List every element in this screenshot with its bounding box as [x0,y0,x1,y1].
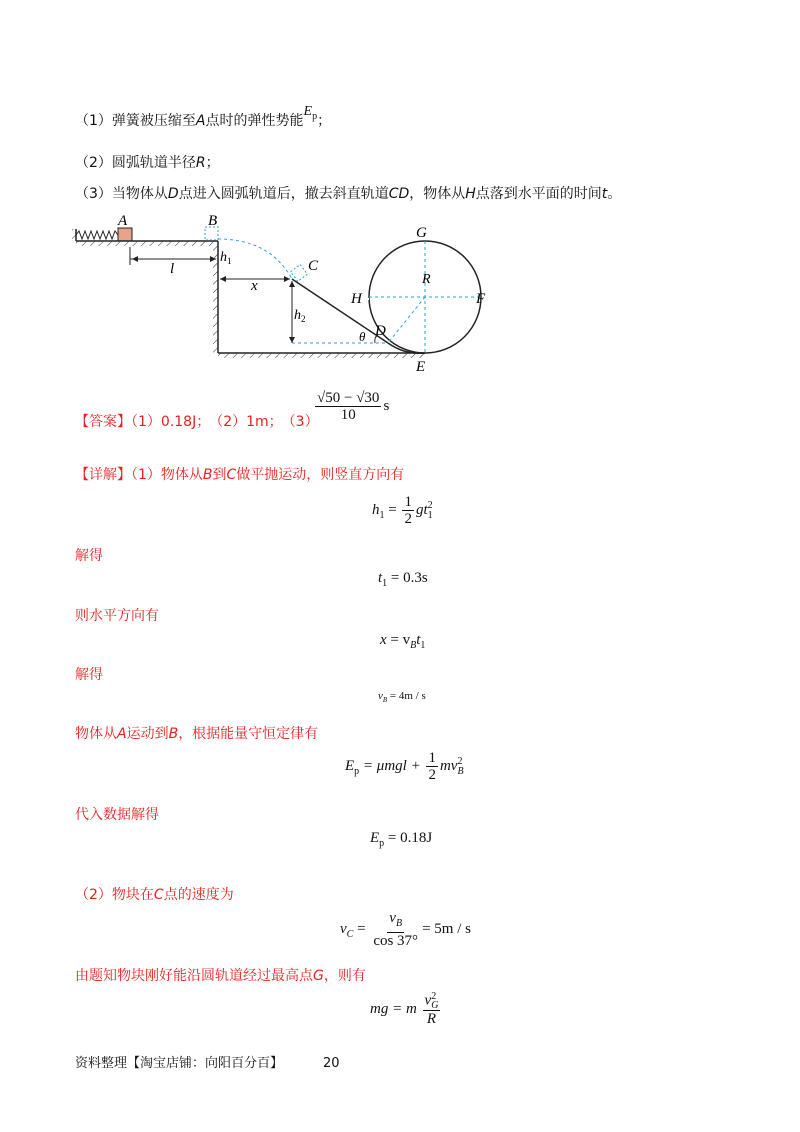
label-h: H [351,291,362,307]
spring [76,231,118,239]
label-d: D [375,323,386,339]
label-x: x [251,278,258,294]
detail-line-1: 【详解】（1）物体从B到C做平抛运动，则竖直方向有 [75,467,405,483]
label-r: R [422,272,431,287]
equation-6: $E_p = 0.18J$ [370,830,433,849]
block-a [118,228,132,241]
equation-7: $v_C$ = $\frac{v_B}{\cos 37^\circ}$ = 5m / s [340,910,471,949]
equation-5: $E_p = \mu mgl$ + $\frac{1}{2}$ mv 2 B [345,750,464,783]
equation-4: $v_B = 4m / s$ [378,690,426,705]
label-b: B [208,215,218,229]
jiede-1: 解得 [75,548,103,564]
equation-2: $t_1 = 0.3s$ [378,570,428,589]
horizontal-text: 则水平方向有 [75,608,159,624]
label-theta: θ [359,329,366,344]
vertical-wall-hatch [213,246,218,353]
label-l: l [170,261,175,277]
detail-line-2: （2）物块在C点的速度为 [75,887,234,903]
question-1: （1）弹簧被压缩至A点时的弹性势能$E_p$； [75,104,332,129]
label-a: A [118,215,128,229]
jiede-2: 解得 [75,667,103,683]
label-g: G [416,225,427,241]
substitute-text: 代入数据解得 [75,807,159,823]
physics-figure [70,215,500,375]
label-f: F [476,291,486,307]
answer-fraction: $\frac{√50 - √30}{10}$ s [317,390,390,423]
page-number: 20 [323,1056,340,1071]
equation-8: mg = m v 2 G R [370,991,439,1027]
detail-line-3: 由题知物块刚好能沿圆轨道经过最高点G，则有 [75,968,366,984]
top-surface-hatch [76,241,218,246]
energy-text: 物体从A运动到B，根据能量守恒定律有 [75,726,319,742]
label-c: C [308,258,319,274]
label-h2: $h_2$ [294,308,306,324]
equation-3: $x = v_Bt_1$ [380,632,426,651]
equation-1: $h_1$ = $\frac{1}{2}$ gt 2 1 [372,494,433,527]
answer-line: 【答案】（1）0.18J； （2）1m； （3） [75,414,319,430]
question-3: （3）当物体从D点进入圆弧轨道后，撤去斜直轨道CD，物体从H点落到水平面的时间t。 [75,186,622,202]
label-e: E [416,359,426,375]
label-h1: $h_1$ [220,250,232,266]
question-2: （2）圆弧轨道半径R； [75,155,220,171]
floor-hatch [218,353,425,358]
footer: 资料整理【淘宝店铺：向阳百分百】 20 [75,1056,340,1071]
incline-cd [292,279,388,343]
